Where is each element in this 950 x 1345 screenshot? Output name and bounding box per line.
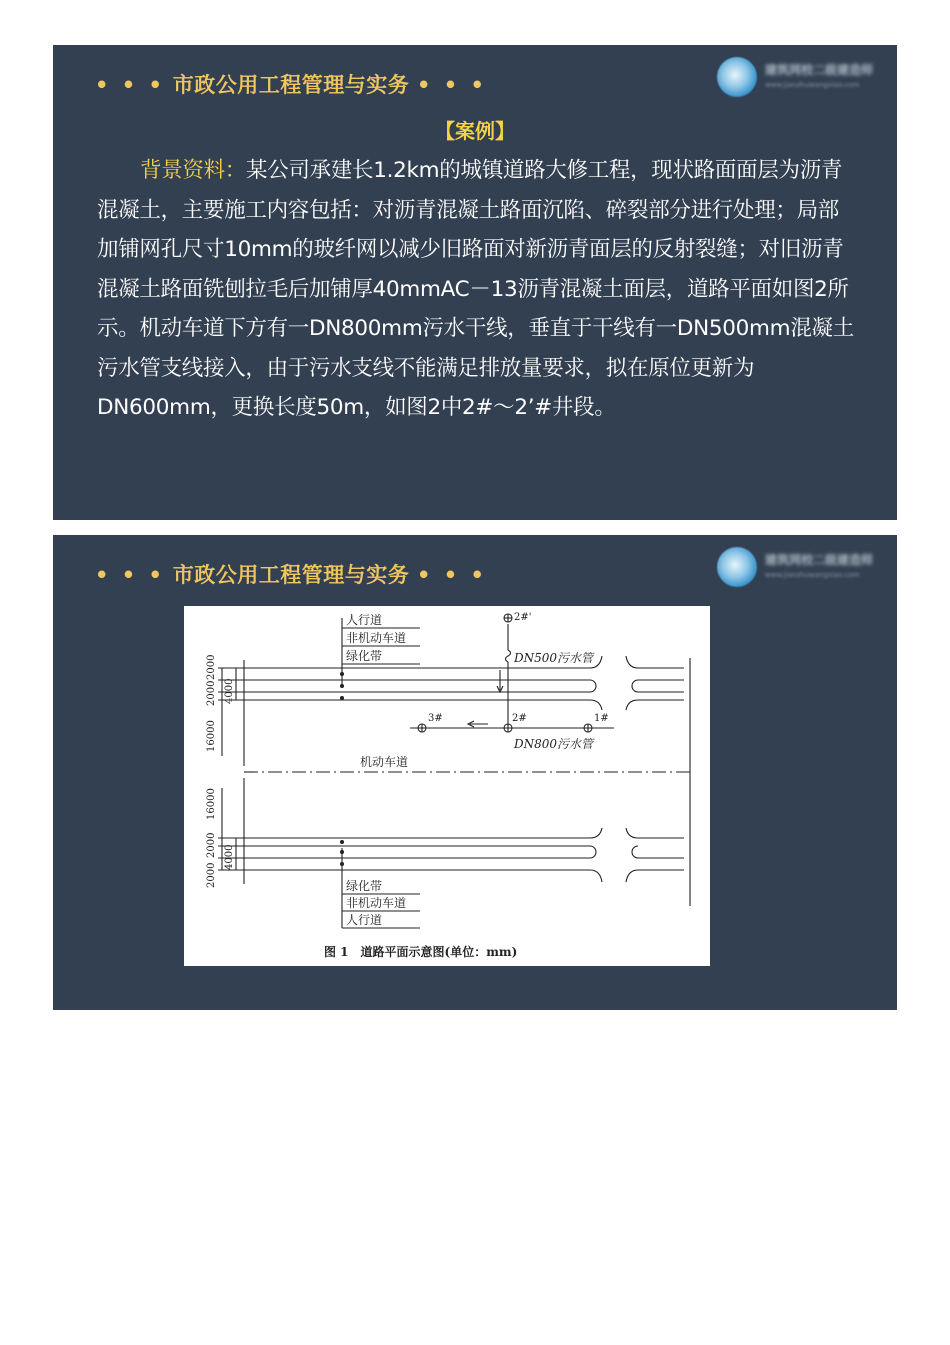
- label-dn800-pipe: DN800污水管: [514, 737, 594, 751]
- label-well-3: 3#: [428, 713, 443, 724]
- dim-4000: 4000: [224, 844, 235, 870]
- label-well-2prime: 2#': [514, 612, 532, 623]
- case-body: [97, 151, 857, 428]
- header-dots-left: • • •: [95, 563, 165, 587]
- curb-return: [626, 828, 684, 838]
- curb-return: [590, 870, 602, 882]
- label-green-belt: 绿化带: [346, 649, 383, 663]
- green-belt-end: [590, 846, 596, 858]
- label-well-1: 1#: [594, 713, 609, 724]
- label-green-belt: 绿化带: [346, 879, 383, 893]
- dim-2000: 2000: [206, 654, 217, 680]
- curb-return: [626, 870, 684, 882]
- header-title: 市政公用工程管理与实务: [172, 563, 410, 587]
- slide-road-plan-figure: [53, 535, 897, 1010]
- case-lead-label: 背景资料：: [140, 158, 247, 183]
- label-motor-lane: 机动车道: [360, 755, 409, 769]
- logo-url: www.jianzhuwangxiao.com: [765, 571, 860, 579]
- label-well-2: 2#: [512, 713, 527, 724]
- curb-return: [626, 656, 684, 668]
- dim-2000: 2000: [206, 680, 217, 706]
- dim-16000: 16000: [206, 788, 217, 820]
- slide-header: [95, 69, 487, 99]
- slide-header: [95, 559, 487, 589]
- brand-logo: [717, 545, 887, 589]
- curb-return: [626, 700, 684, 710]
- dim-4000: 4000: [224, 678, 235, 704]
- case-title: 【案例】: [435, 119, 515, 143]
- slide-case-background: [53, 45, 897, 520]
- case-body-text: 某公司承建长1.2km的城镇道路大修工程，现状路面面层为沥青混凝土，主要施工内容包括：对沥青混凝土路面沉陷、碎裂部分进行处理；局部加铺网孔尺寸10mm的玻纤网以减少旧路面对新沥青面层的反射裂缝；对旧沥青混凝土路面铣刨拉毛后加铺厚40mmAC－13沥青混凝土面层，道路平面如图2所示。机动车道下方有一DN800mm污水干线，垂直于干线有一DN500mm混凝土污水管支线接入，由于污水支线不能满足排放量要求，拟在原位更新为DN600mm，更换长度50m，如图2中2#～2’#井段。: [97, 158, 854, 420]
- green-belt-end: [632, 680, 684, 692]
- header-dots-right: • • •: [417, 563, 487, 587]
- road-plan-figure: [184, 606, 710, 966]
- logo-name: 建筑网校二级建造师: [765, 553, 874, 567]
- label-non-motor-lane: 非机动车道: [346, 631, 407, 645]
- label-dn500-pipe: DN500污水管: [514, 651, 594, 665]
- dim-16000: 16000: [206, 720, 217, 752]
- road-plan-drawing: [184, 606, 710, 966]
- label-sidewalk: 人行道: [346, 613, 383, 627]
- curb-return: [590, 700, 602, 710]
- logo-name: 建筑网校二级建造师: [765, 63, 874, 77]
- green-belt-end: [632, 846, 684, 858]
- curb-return: [590, 828, 602, 838]
- header-dots-right: • • •: [417, 73, 487, 97]
- pipe-break: [506, 650, 511, 662]
- label-sidewalk: 人行道: [346, 913, 383, 927]
- logo-url: www.jianzhuwangxiao.com: [765, 81, 860, 89]
- dim-2000: 2000: [206, 862, 217, 888]
- header-dots-left: • • •: [95, 73, 165, 97]
- dim-2000: 2000: [206, 832, 217, 858]
- logo-globe-icon: [717, 57, 757, 97]
- label-non-motor-lane: 非机动车道: [346, 896, 407, 910]
- green-belt-end: [590, 680, 596, 692]
- brand-logo: [717, 55, 887, 99]
- logo-globe-icon: [717, 547, 757, 587]
- figure-caption: 图 1 道路平面示意图(单位：mm): [324, 945, 518, 959]
- header-title: 市政公用工程管理与实务: [172, 73, 410, 97]
